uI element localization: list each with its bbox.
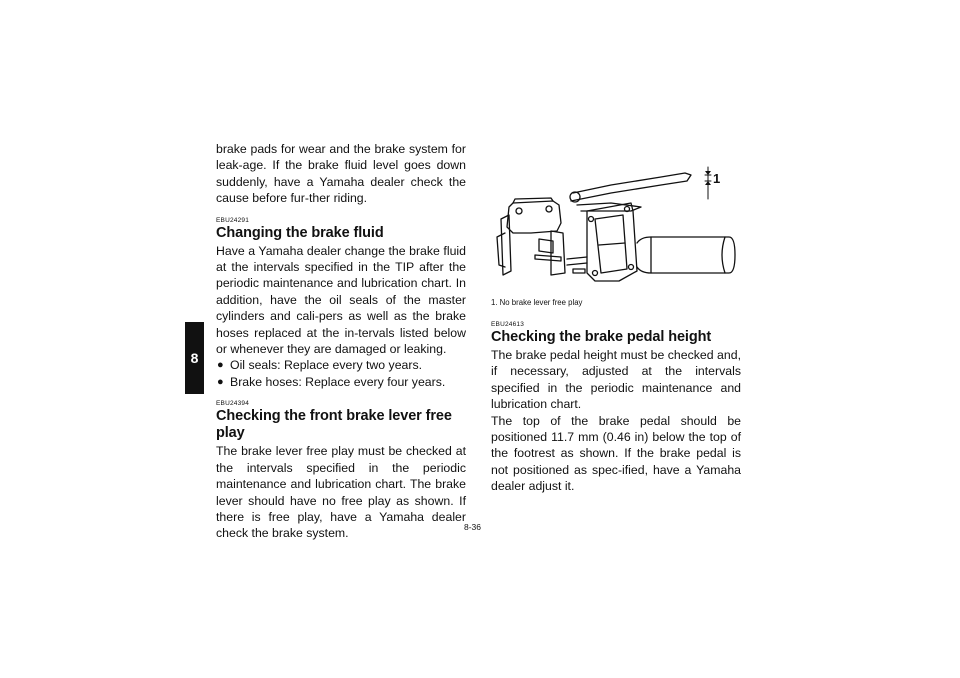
section-body-pedal-height-1: The brake pedal height must be checked and, if necessary, adjusted at the intervals specified in the periodic maintenance and lubrication chart. <box>491 348 741 412</box>
section-body-lever-free-play: The brake lever free play must be checked at the intervals specified in the periodic maintenance and lubrication chart. The brake lever should have no free play as shown. If there is free play, have a Yamaha dealer check the brake system. <box>216 444 466 541</box>
section-code: EBU24291 <box>216 216 250 224</box>
list-item <box>216 374 466 390</box>
section-title-brake-fluid: Changing the brake fluid <box>216 224 384 241</box>
left-column <box>216 141 466 542</box>
list-item <box>216 357 466 373</box>
brake-lever-figure <box>491 141 741 286</box>
list-item-text: Oil seals: Replace every two years. <box>230 358 423 373</box>
bullet-icon: ● <box>217 359 224 372</box>
section-code: EBU24613 <box>491 321 525 328</box>
figure-callout: 1 <box>713 171 721 186</box>
figure-caption: 1. No brake lever free play <box>491 298 583 307</box>
section-code: EBU24394 <box>216 400 250 408</box>
bullet-icon: ● <box>217 375 224 388</box>
replacement-list <box>216 357 466 390</box>
list-item-text: Brake hoses: Replace every four years. <box>230 374 446 389</box>
chapter-tab: 8 <box>185 322 204 394</box>
section-body-brake-fluid: Have a Yamaha dealer change the brake fluid at the intervals specified in the TIP after the periodic maintenance and lubrication chart. In addition, have the oil seals of the master cylinders and cali-pers as well as the brake hoses replaced at the in-tervals listed below or whenever they are damaged or leaking. <box>216 243 466 357</box>
intro-paragraph: brake pads for wear and the brake system for leak-age. If the brake fluid level goes down suddenly, have a Yamaha dealer check the cause before fur-ther riding. <box>216 142 466 206</box>
right-column <box>491 141 741 495</box>
section-title-lever-free-play: Checking the front brake lever free play <box>216 408 452 442</box>
page-number: 8-36 <box>464 522 482 532</box>
section-body-pedal-height-2: The top of the brake pedal should be positioned 11.7 mm (0.46 in) below the top of the footrest as shown. If the brake pedal is not positioned as spec-ified, have a Yamaha dealer adjust it. <box>491 413 741 494</box>
brake-lever-illustration <box>491 141 741 286</box>
section-title-pedal-height: Checking the brake pedal height <box>491 329 712 345</box>
